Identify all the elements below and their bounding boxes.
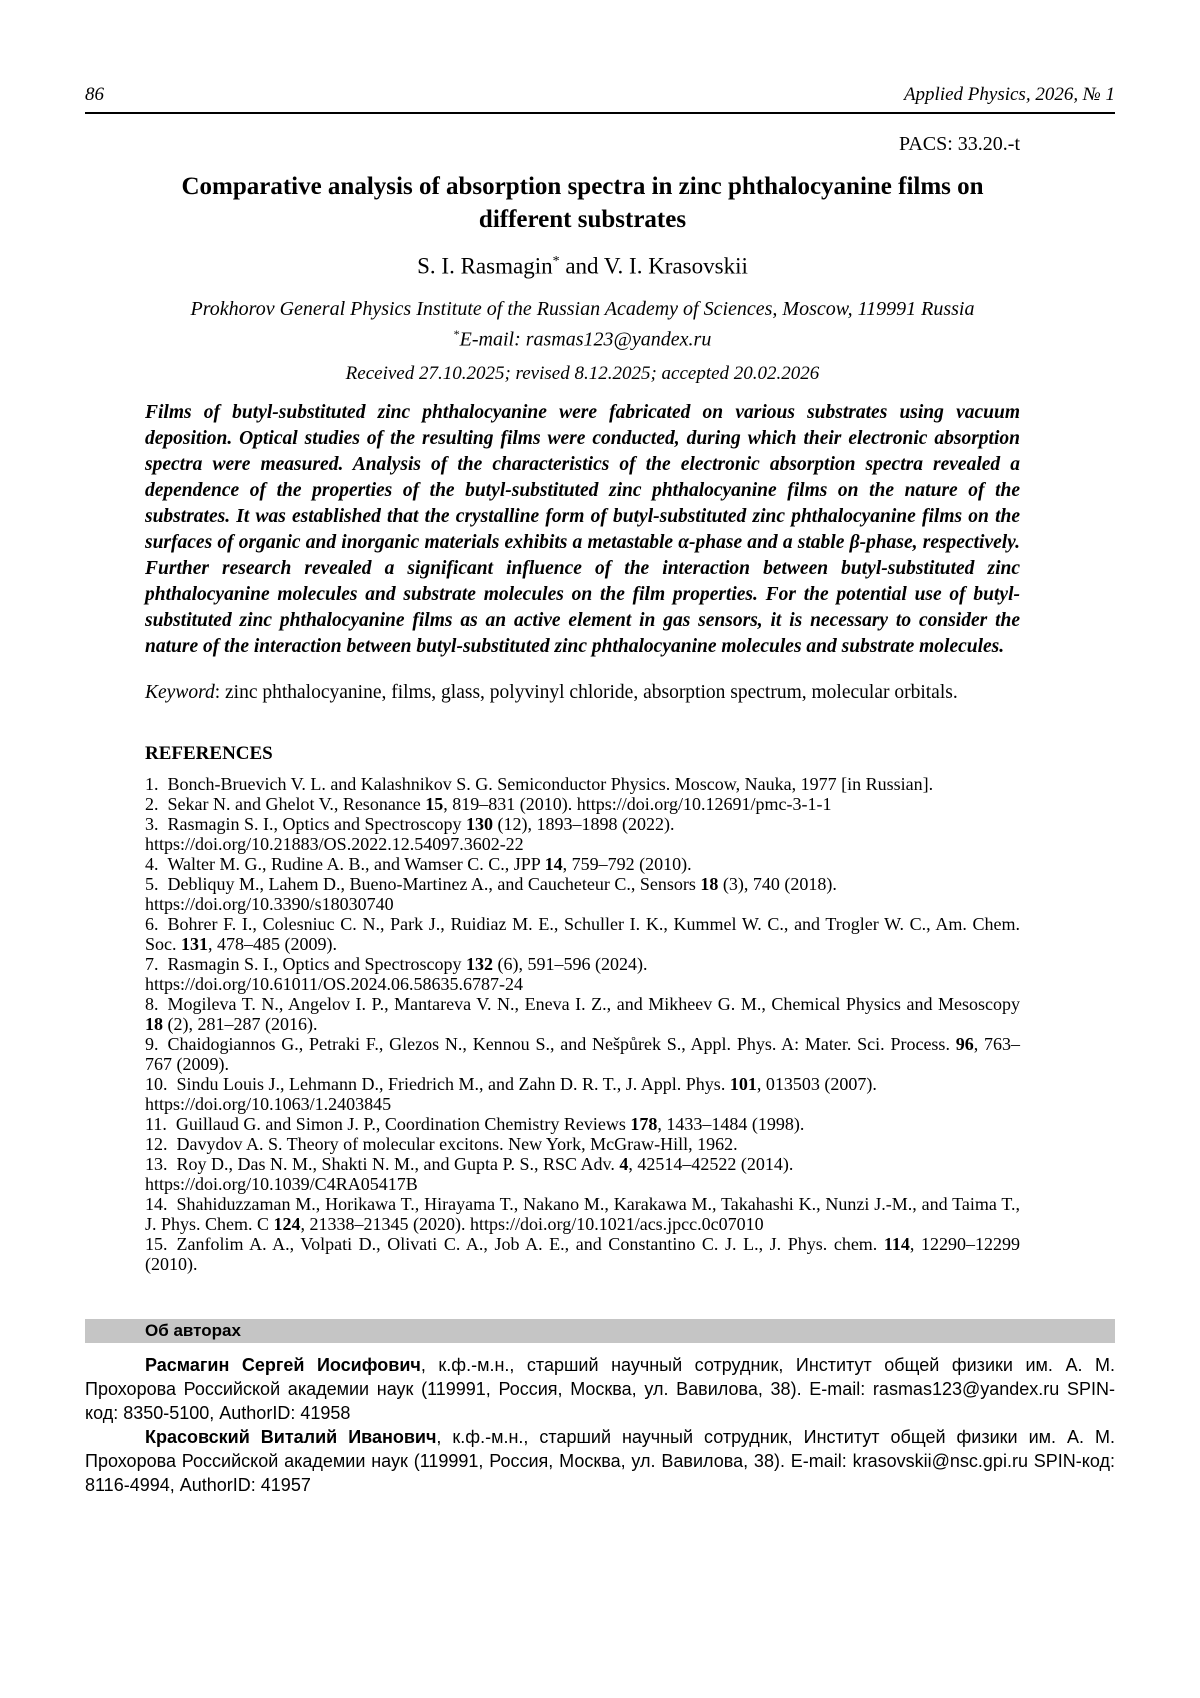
email-footnote-mark: * bbox=[453, 326, 460, 341]
abstract: Films of butyl-substituted zinc phthalocyanine were fabricated on various substrates using vacuum deposition. Optical studies of the resulting films were conducted, during which their electronic absorption spectra were measured. Analysis of the characteristics of the electronic absorption spectra revealed a dependence of the properties of the butyl-substituted zinc phthalocyanine films on the nature of the substrates. It was established that the crystalline form of butyl-substituted zinc phthalocyanine films on the surfaces of organic and inorganic materials exhibits a metastable α-phase and a stable β-phase, respectively. Further research revealed a significant influence of the interaction between butyl-substituted zinc phthalocyanine molecules and substrate molecules on the film properties. For the potential use of butyl-substituted zinc phthalocyanine films as an active element in gas sensors, it is necessary to consider the nature of the interaction between butyl-substituted zinc phthalocyanine molecules and substrate molecules. bbox=[145, 402, 1020, 658]
article-body bbox=[145, 132, 1020, 1274]
pacs-code: PACS: 33.20.-t bbox=[899, 133, 1020, 155]
author-bios bbox=[85, 1353, 1115, 1497]
reference-item: 12. Davydov A. S. Theory of molecular excitons. New York, McGraw-Hill, 1962. bbox=[145, 1134, 738, 1155]
references-list bbox=[145, 774, 1020, 1274]
reference-item: 10. Sindu Louis J., Lehmann D., Friedrich M., and Zahn D. R. T., J. Appl. Phys. 101, 013503 (2007). https://doi.org/10.1063/1.2403845 bbox=[145, 1074, 877, 1115]
reference-item: 3. Rasmagin S. I., Optics and Spectroscopy 130 (12), 1893–1898 (2022). https://doi.org/10.21883/OS.2022.12.54097.3602-22 bbox=[145, 814, 675, 855]
reference-item: 9. Chaidogiannos G., Petraki F., Glezos N., Kennou S., and Nešpůrek S., Appl. Phys. A: Mater. Sci. Process. 96, 763–767 (2009). bbox=[145, 1034, 1021, 1075]
email-line bbox=[145, 322, 1020, 353]
author-bio: Красовский Виталий Иванович, к.ф.-м.н., старший научный сотрудник, Институт общей физики им. А. М. Прохорова Российской академии наук (119991, Россия, Москва, ул. Вавилова, 38). E-mail: krasovskii@nsc.gpi.ru SPIN-код: 8116-4994, AuthorID: 41957 bbox=[85, 1427, 1115, 1496]
journal-title: Applied Physics, 2026, № 1 bbox=[903, 84, 1115, 105]
reference-item: 1. Bonch-Bruevich V. L. and Kalashnikov S. G. Semiconductor Physics. Moscow, Nauka, 1977 [in Russian]. bbox=[145, 774, 934, 795]
page-number: 86 bbox=[85, 84, 104, 105]
references-heading: REFERENCES bbox=[145, 743, 273, 765]
reference-item: 2. Sekar N. and Ghelot V., Resonance 15, 819–831 (2010). https://doi.org/10.12691/pmc-3-1-1 bbox=[145, 794, 832, 815]
author-bio: Расмагин Сергей Иосифович, к.ф.-м.н., старший научный сотрудник, Институт общей физики им. А. М. Прохорова Российской академии наук (119991, Россия, Москва, ул. Вавилова, 38). E-mail: rasmas123@yandex.ru SPIN-код: 8350-5100, AuthorID: 41958 bbox=[85, 1355, 1115, 1424]
header-rule bbox=[85, 112, 1115, 114]
page-header bbox=[85, 84, 1115, 106]
reference-item: 4. Walter M. G., Rudine A. B., and Wamser C. C., JPP 14, 759–792 (2010). bbox=[145, 854, 692, 875]
about-authors-heading: Об авторах bbox=[145, 1321, 241, 1341]
keywords-line: Keyword: zinc phthalocyanine, films, glass, polyvinyl chloride, absorption spectrum, molecular orbitals. bbox=[145, 682, 958, 704]
reference-item: 8. Mogileva T. N., Angelov I. P., Mantareva V. N., Eneva I. Z., and Mikheev G. M., Chemical Physics and Mesoscopy 18 (2), 281–287 (2016). bbox=[145, 994, 1020, 1035]
reference-item: 13. Roy D., Das N. M., Shakti N. M., and Gupta P. S., RSC Adv. 4, 42514–42522 (2014). https://doi.org/10.1039/C4RA05417B bbox=[145, 1154, 794, 1195]
reference-item: 11. Guillaud G. and Simon J. P., Coordination Chemistry Reviews 178, 1433–1484 (1998). bbox=[145, 1114, 805, 1135]
about-authors-header-bar bbox=[85, 1319, 1115, 1343]
author-name-2: and V. I. Krasovskii bbox=[559, 253, 748, 279]
reference-item: 14. Shahiduzzaman M., Horikawa T., Hirayama T., Nakano M., Karakawa M., Takahashi K., Nunzi J.-M., and Taima T., J. Phys. Chem. C 124, 21338–21345 (2020). https://doi.org/10.1021/acs.jpcc.0c07010 bbox=[145, 1194, 1020, 1235]
reference-item: 7. Rasmagin S. I., Optics and Spectroscopy 132 (6), 591–596 (2024). https://doi.org/10.61011/OS.2024.06.58635.6787-24 bbox=[145, 954, 648, 995]
affiliation: Prokhorov General Physics Institute of the Russian Academy of Sciences, Moscow, 119991 Russia bbox=[190, 297, 975, 320]
article-title: Comparative analysis of absorption spectra in zinc phthalocyanine films on different substrates bbox=[181, 173, 984, 233]
reference-item: 5. Debliquy M., Lahem D., Bueno-Martinez A., and Caucheteur C., Sensors 18 (3), 740 (2018). https://doi.org/10.3390/s18030740 bbox=[145, 874, 837, 915]
email-address: E-mail: rasmas123@yandex.ru bbox=[459, 328, 712, 351]
author-footnote-mark: * bbox=[552, 254, 560, 269]
author-name-1: S. I. Rasmagin bbox=[417, 253, 553, 279]
received-dates: Received 27.10.2025; revised 8.12.2025; accepted 20.02.2026 bbox=[345, 363, 820, 385]
reference-item: 15. Zanfolim A. A., Volpati D., Olivati C. A., Job A. E., and Constantino C. J. L., J. Phys. chem. 114, 12290–12299 (2010). bbox=[145, 1234, 1020, 1275]
authors-line bbox=[145, 248, 1020, 281]
about-authors-section bbox=[85, 1319, 1115, 1497]
reference-item: 6. Bohrer F. I., Colesniuc C. N., Park J., Ruidiaz M. E., Schuller I. K., Kummel W. C., and Trogler W. C., Am. Chem. Soc. 131, 478–485 (2009). bbox=[145, 914, 1020, 955]
